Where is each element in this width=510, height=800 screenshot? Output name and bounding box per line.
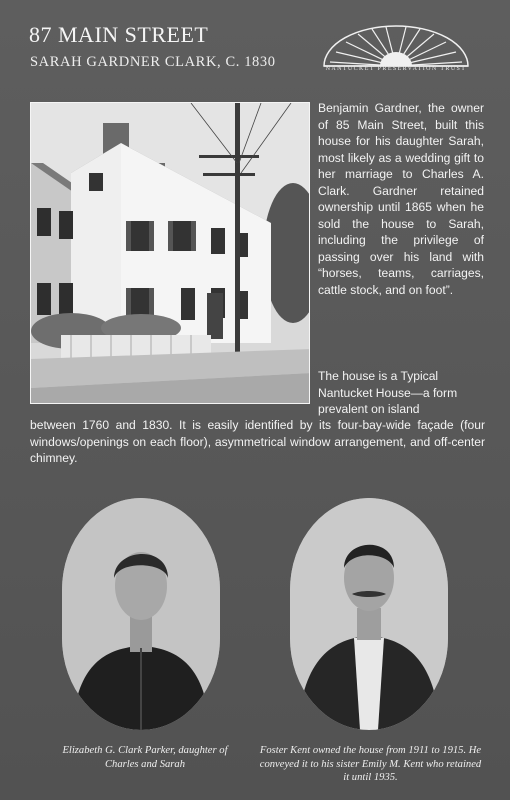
- page-subtitle: SARAH GARDNER CLARK, C. 1830: [30, 54, 276, 70]
- history-paragraph: Benjamin Gardner, the owner of 85 Main Street, built this house for his daughter Sarah, most likely as a wedding gift to her marriage to Charles A. Clark. Gardner retained ownership until 1865 when he sold the house to Sarah, including the privilege of passing over his land with “horses, teams, carriages, cattle stock, and on foot”.: [318, 101, 484, 297]
- description-paragraph-start: The house is a Typical Nantucket House—a form prevalent on island: [318, 369, 458, 416]
- portrait-foster-kent: [290, 498, 448, 730]
- logo-text: NANTUCKET PRESERVATION TRUST: [325, 66, 467, 72]
- description-paragraph-continued: between 1760 and 1830. It is easily identified by its four-bay-wide façade (four windows/openings on each floor), asymmetrical window arrangement, and off-center chimney.: [30, 418, 485, 465]
- page-title: 87 MAIN STREET: [29, 22, 209, 47]
- portrait-right-caption: Foster Kent owned the house from 1911 to 1915. He conveyed it to his sister Emily M. Kent who retained it until 1935.: [259, 745, 482, 783]
- portrait-elizabeth: [62, 498, 220, 730]
- portrait-left-caption: Elizabeth G. Clark Parker, daughter of Charles and Sarah: [62, 745, 228, 770]
- house-photo: [30, 102, 310, 404]
